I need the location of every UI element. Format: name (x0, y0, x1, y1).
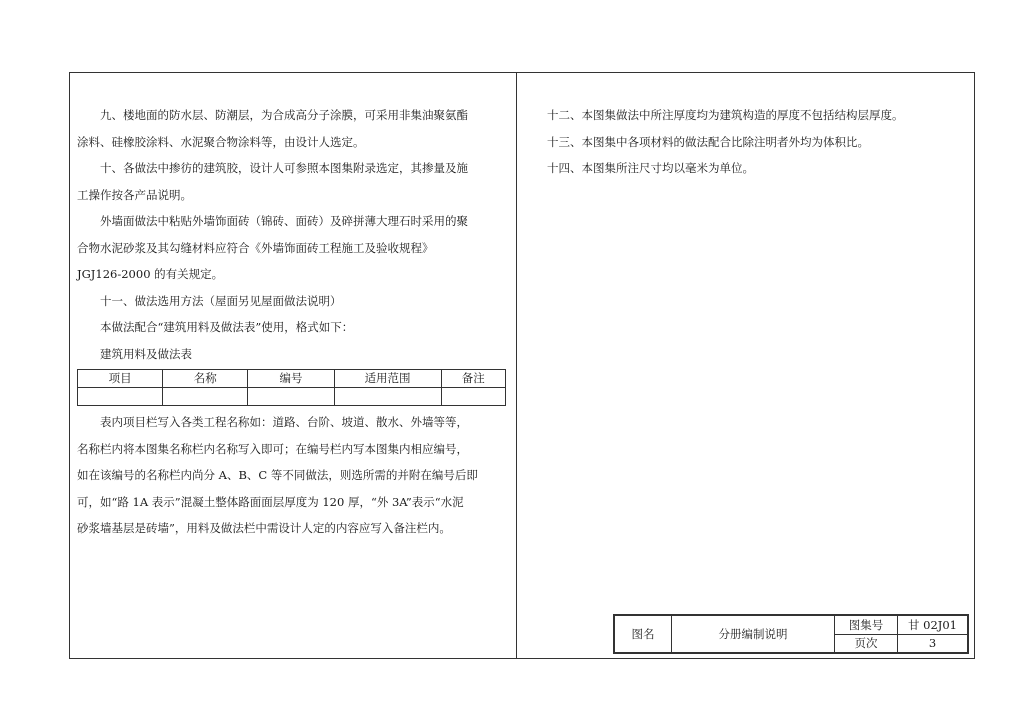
item-10-line-1: 十、各做法中掺彷的建筑胶，设计人可参照本图集附录选定，其掺量及施 (100, 161, 468, 175)
usage-table (77, 369, 506, 406)
item-11c-line-2: 名称栏内将本图集名称栏内名称写入即可；在编号栏内写本图集内相应编号， (77, 441, 468, 456)
item-11-heading: 十一、做法选用方法（屋面另见屋面做法说明） (100, 293, 342, 308)
table-cell (78, 388, 163, 406)
drawing-name-label: 图名 (615, 616, 672, 653)
table-cell (248, 388, 334, 406)
item-9-line-1: 九、楼地面的防水层、防潮层，为合成高分子涂膜，可采用非集油聚氨酯 (100, 108, 468, 122)
item-14: 十四、本图集所注尺寸均以毫米为单位。 (547, 161, 754, 175)
table-header-cell: 编号 (248, 370, 334, 388)
table-row (78, 388, 506, 406)
table-cell (334, 388, 441, 406)
right-column (524, 102, 964, 182)
item-11c-line-3: 如在该编号的名称栏内尚分 A、B、C 等不同做法，则选所需的并附在编号后即 (77, 468, 478, 482)
drawing-name: 分册编制说明 (672, 616, 835, 653)
item-11c-line-4: 可，如“路 1A 表示”混凝土整体路面面层厚度为 120 厚，“外 3A”表示“水泥 (77, 494, 464, 509)
item-13: 十三、本图集中各项材料的做法配合比除注明者外均为体积比。 (547, 134, 869, 149)
table-header-cell: 适用范围 (334, 370, 441, 388)
table-cell (441, 388, 505, 406)
item-12: 十二、本图集做法中所注厚度均为建筑构造的厚度不包括结构层厚度。 (547, 108, 904, 122)
item-11c-line-5: 砂浆墙基层是砖墙”，用料及做法栏中需设计人定的内容应写入备注栏内。 (77, 521, 451, 535)
table-header-cell: 项目 (78, 370, 163, 388)
table-cell (163, 388, 248, 406)
atlas-no-label: 图集号 (835, 616, 898, 635)
item-10b-line-3: JGJ126-2000 的有关规定。 (77, 267, 224, 281)
item-10b-line-2: 合物水泥砂浆及其勾缝材料应符合《外墙饰面砖工程施工及验收规程》 (77, 240, 434, 255)
table-header-row (78, 370, 506, 388)
item-10b-line-1: 外墙面做法中粘贴外墙饰面砖（锦砖、面砖）及碎拼薄大理石时采用的聚 (100, 214, 468, 228)
title-block (613, 614, 969, 654)
item-11c-line-1: 表内项目栏写入各类工程名称如：道路、台阶、坡道、散水、外墙等等， (100, 415, 468, 429)
table-caption: 建筑用料及做法表 (100, 346, 192, 361)
atlas-no: 甘 02J01 (898, 616, 968, 635)
column-divider (516, 72, 517, 659)
item-10-line-2: 工操作按各产品说明。 (77, 187, 192, 202)
page-label: 页次 (835, 634, 898, 653)
item-9-line-2: 涂料、硅橡胶涂料、水泥聚合物涂料等，由设计人选定。 (77, 134, 365, 149)
table-header-cell: 备注 (441, 370, 505, 388)
item-11-line-2: 本做法配合“建筑用料及做法表”使用，格式如下： (100, 320, 354, 334)
page-no: 3 (898, 634, 968, 653)
table-header-cell: 名称 (163, 370, 248, 388)
left-column (77, 102, 509, 542)
